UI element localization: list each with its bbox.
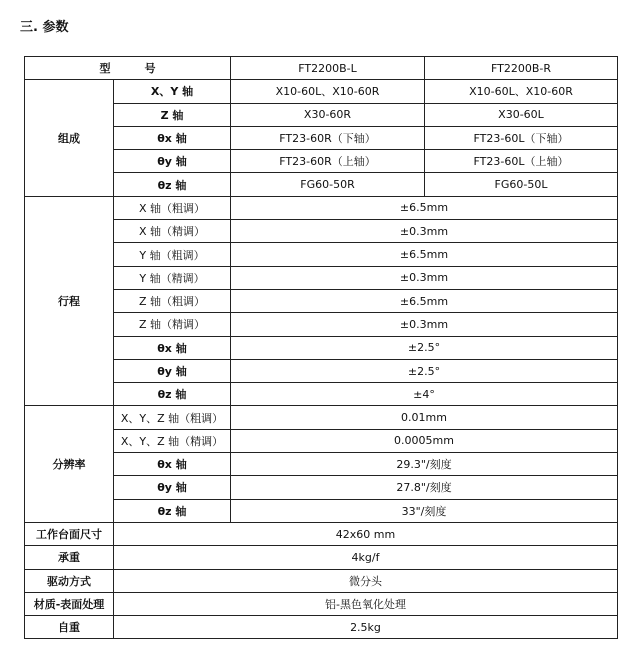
- table-row: [25, 359, 618, 382]
- misc-value: 微分头: [114, 569, 618, 592]
- row-value: 0.0005mm: [231, 429, 618, 452]
- row-value: ±2.5°: [231, 336, 618, 359]
- resolution-label: 分辨率: [25, 406, 114, 522]
- right-value: FG60-50L: [425, 173, 618, 196]
- table-row: [25, 499, 618, 522]
- row-name: θy 轴: [114, 476, 231, 499]
- table-row: [25, 616, 618, 639]
- row-name: θx 轴: [114, 336, 231, 359]
- table-row: [25, 173, 618, 196]
- row-value: ±6.5mm: [231, 289, 618, 312]
- table-row: [25, 289, 618, 312]
- row-name: X 轴（精调）: [114, 220, 231, 243]
- left-value: X10-60L、X10-60R: [231, 80, 425, 103]
- table-row: [25, 220, 618, 243]
- type-header-b: 号: [144, 62, 156, 76]
- table-row: [25, 126, 618, 149]
- row-value: ±2.5°: [231, 359, 618, 382]
- left-value: FT23-60R（下轴）: [231, 126, 425, 149]
- right-value: FT23-60L（下轴）: [425, 126, 618, 149]
- composition-label: 组成: [25, 80, 114, 196]
- table-row: [25, 546, 618, 569]
- row-name: θy 轴: [114, 150, 231, 173]
- row-name: Y 轴（精调）: [114, 266, 231, 289]
- travel-label: 行程: [25, 196, 114, 406]
- table-row: [25, 313, 618, 336]
- row-name: θx 轴: [114, 126, 231, 149]
- row-name: θx 轴: [114, 453, 231, 476]
- left-value: X30-60R: [231, 103, 425, 126]
- row-value: ±0.3mm: [231, 313, 618, 336]
- row-name: X、Y 轴: [114, 80, 231, 103]
- misc-label: 承重: [25, 546, 114, 569]
- row-name: θz 轴: [114, 173, 231, 196]
- table-row: [25, 429, 618, 452]
- misc-value: 42x60 mm: [114, 522, 618, 545]
- misc-value: 2.5kg: [114, 616, 618, 639]
- table-row: [25, 453, 618, 476]
- table-row: [25, 266, 618, 289]
- misc-label: 驱动方式: [25, 569, 114, 592]
- row-value: ±0.3mm: [231, 220, 618, 243]
- row-name: θz 轴: [114, 383, 231, 406]
- row-name: X、Y、Z 轴（粗调）: [114, 406, 231, 429]
- row-name: Y 轴（粗调）: [114, 243, 231, 266]
- table-row: [25, 243, 618, 266]
- table-row: [25, 383, 618, 406]
- row-value: 29.3"/刻度: [231, 453, 618, 476]
- misc-label: 自重: [25, 616, 114, 639]
- row-value: ±4°: [231, 383, 618, 406]
- table-row: [25, 196, 618, 219]
- row-name: X、Y、Z 轴（精调）: [114, 429, 231, 452]
- left-value: FG60-50R: [231, 173, 425, 196]
- type-header-a: 型: [99, 62, 111, 76]
- table-row: [25, 522, 618, 545]
- table-row: [25, 406, 618, 429]
- right-value: X30-60L: [425, 103, 618, 126]
- table-row: [25, 336, 618, 359]
- row-value: 0.01mm: [231, 406, 618, 429]
- row-name: X 轴（粗调）: [114, 196, 231, 219]
- misc-label: 材质-表面处理: [25, 592, 114, 615]
- row-value: 33"/刻度: [231, 499, 618, 522]
- model-l-header: FT2200B-L: [231, 57, 425, 80]
- section-title: 三. 参数: [20, 20, 69, 35]
- row-value: ±0.3mm: [231, 266, 618, 289]
- right-value: FT23-60L（上轴）: [425, 150, 618, 173]
- left-value: FT23-60R（上轴）: [231, 150, 425, 173]
- misc-value: 4kg/f: [114, 546, 618, 569]
- model-r-header: FT2200B-R: [425, 57, 618, 80]
- row-name: θy 轴: [114, 359, 231, 382]
- misc-label: 工作台面尺寸: [25, 522, 114, 545]
- type-header: [25, 57, 231, 80]
- row-value: ±6.5mm: [231, 243, 618, 266]
- table-row: [25, 80, 618, 103]
- row-value: 27.8"/刻度: [231, 476, 618, 499]
- row-name: θz 轴: [114, 499, 231, 522]
- header-row: [25, 57, 618, 80]
- table-row: [25, 569, 618, 592]
- right-value: X10-60L、X10-60R: [425, 80, 618, 103]
- spec-table: [24, 56, 618, 639]
- row-name: Z 轴（精调）: [114, 313, 231, 336]
- row-value: ±6.5mm: [231, 196, 618, 219]
- row-name: Z 轴（粗调）: [114, 289, 231, 312]
- row-name: Z 轴: [114, 103, 231, 126]
- table-row: [25, 476, 618, 499]
- table-row: [25, 103, 618, 126]
- misc-value: 铝-黑色氧化处理: [114, 592, 618, 615]
- table-row: [25, 150, 618, 173]
- table-row: [25, 592, 618, 615]
